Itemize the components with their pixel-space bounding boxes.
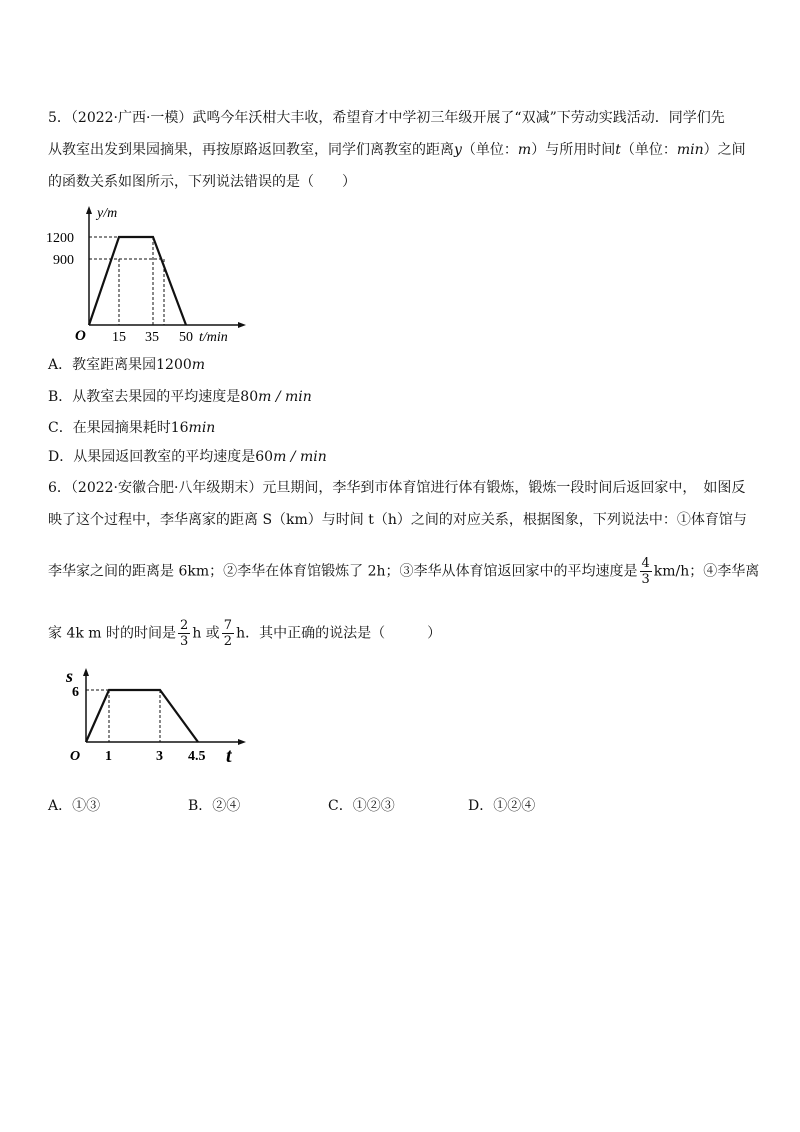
q5-line-2: 从教室出发到果园摘果，再按原路返回教室，同学们离教室的距离y（单位：m）与所用时间t（单位：min）之间 (48, 142, 746, 158)
q5-y-label: y/m (97, 206, 118, 221)
q6-line-3: 李华家之间的距离是 6km；②李华在体育馆锻炼了 2h；③李华从体育馆返回家中的平均速度是 $\frac{4}{3}$ km/h；④李华离 (48, 556, 760, 587)
q6-x-arrow (238, 739, 246, 745)
q5-y-arrow (86, 206, 92, 214)
q5-x-arrow (238, 322, 246, 328)
q6-y-label: s (66, 666, 74, 686)
q5-graph-line (89, 237, 186, 325)
q5-option-a: A．教室距离果园1200m (48, 357, 206, 373)
q6-option-b: B．②④ (188, 798, 241, 814)
q5-option-b: B．从教室去果园的平均速度是80m / min (48, 389, 312, 405)
q5-xtick-35: 35 (145, 330, 159, 345)
q6-fraction-7-2: $\frac{7}{2}$ (223, 618, 233, 649)
q5-graph (44, 200, 274, 345)
q5-ytick-1200: 1200 (46, 231, 74, 246)
q6-option-c: C．①②③ (328, 798, 395, 814)
q6-line-2: 映了这个过程中，李华离家的距离 S（km）与时间 t（h）之间的对应关系，根据图象，下列说法中：①体育馆与 (48, 512, 747, 528)
q6-graph (56, 664, 256, 776)
q5-xtick-15: 15 (112, 330, 126, 345)
q6-y-arrow (83, 668, 89, 676)
q6-xtick-1: 1 (105, 749, 112, 764)
q6-line-4: 家 4k m 时的时间是 $\frac{2}{3}$ h 或 $\frac{7}{2}$ h．其中正确的说法是（ ） (48, 618, 442, 649)
q6-origin: O (70, 749, 81, 764)
q5-origin: O (75, 328, 86, 344)
q6-ytick-6: 6 (72, 685, 79, 700)
q5-line-3: 的函数关系如图所示，下列说法错误的是（ ） (48, 174, 356, 190)
q6-graph-line (86, 690, 198, 742)
q6-line-1: 6．（2022·安徽合肥·八年级期末）元旦期间，李华到市体育馆进行体有锻炼，锻炼一段时间后返回家中， 如图反 (48, 480, 746, 496)
q6-x-label: t (226, 745, 232, 767)
q5-xtick-50: 50 (179, 330, 193, 345)
q6-xtick-3: 3 (156, 749, 163, 764)
q6-fraction-4-3: $\frac{4}{3}$ (641, 556, 650, 587)
q6-fraction-2-3: $\frac{2}{3}$ (180, 618, 189, 649)
q5-option-c: C．在果园摘果耗时16min (48, 420, 216, 436)
q6-xtick-4-5: 4.5 (188, 749, 206, 764)
q6-option-a: A．①③ (48, 798, 101, 814)
q5-ytick-900: 900 (53, 253, 74, 268)
q5-line-1: 5．（2022·广西·一模）武鸣今年沃柑大丰收，希望育才中学初三年级开展了“双减”下劳动实践活动．同学们先 (48, 110, 725, 126)
q6-option-d: D．①②④ (468, 798, 536, 814)
q5-option-d: D．从果园返回教室的平均速度是60m / min (48, 449, 327, 465)
q5-x-label: t/min (199, 330, 228, 345)
